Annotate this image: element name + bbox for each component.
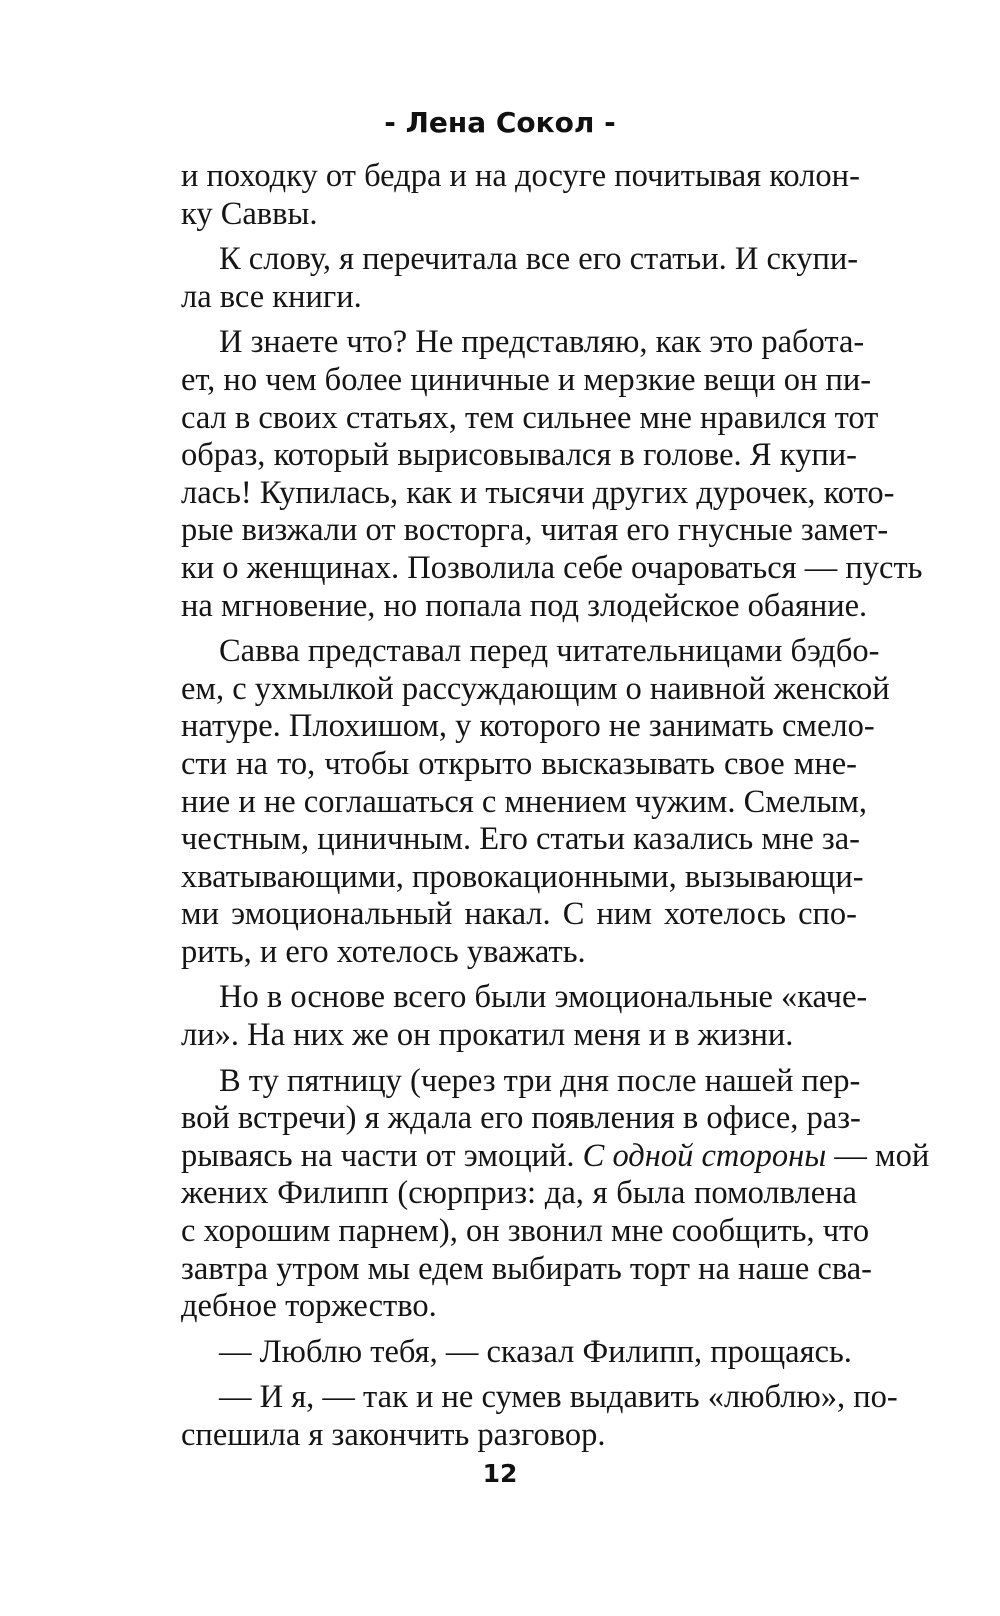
text-line: жених Филипп (сюрприз: да, я была помолвлена: [181, 1175, 857, 1212]
running-header: - Лена Сокол -: [384, 106, 616, 139]
text-line: В ту пятницу (через три дня после нашей пер-: [219, 1062, 861, 1099]
dialogue-line: — Люблю тебя, — сказал Филипп, прощаясь.: [219, 1333, 852, 1370]
text-line: сти на то, чтобы открыто высказывать свое мне-: [181, 745, 857, 782]
text-line: рить, и его хотелось уважать.: [181, 933, 586, 970]
text-line: ла все книги.: [181, 278, 362, 315]
text-line: дебное торжество.: [181, 1288, 437, 1325]
text-line: рые визжали от восторга, читая его гнусные замет-: [181, 512, 889, 549]
text-line: ние и не соглашаться с мнением чужим. Смелым,: [181, 783, 868, 820]
text-line: ми эмоциональный накал. С ним хотелось спо-: [181, 896, 857, 933]
text-line: с хорошим парнем), он звонил мне сообщить, что: [181, 1213, 870, 1250]
text-line: ки о женщинах. Позволила себе очароваться — пусть: [181, 549, 923, 586]
text-line: вой встречи) я ждала его появления в офисе, раз-: [181, 1100, 861, 1137]
text-line: ем, с ухмылкой рассуждающим о наивной женской: [181, 670, 890, 707]
text-line: образ, который вырисовывался в голове. Я купи-: [181, 437, 857, 474]
dialogue-line: — И я, — так и не сумев выдавить «люблю», по-: [219, 1379, 898, 1416]
text-line: ет, но чем более циничные и мерзкие вещи он пи-: [181, 361, 872, 398]
text-line: честным, циничным. Его статьи казались мне за-: [181, 821, 860, 858]
text-line: спешила я закончить разговор.: [181, 1417, 606, 1453]
text-line: натуре. Плохишом, у которого не занимать смело-: [181, 708, 875, 745]
text-line: сал в своих статьях, тем сильнее мне нравился тот: [181, 399, 879, 436]
text-line: завтра утром мы едем выбирать торт на наше сва-: [181, 1250, 872, 1287]
text-line: хватывающими, провокационными, вызывающи-: [181, 858, 864, 895]
text-line: ку Саввы.: [181, 195, 318, 232]
text-line: на мгновение, но попала под злодейское обаяние.: [181, 587, 868, 624]
text-line: Но в основе всего были эмоциональные «каче-: [219, 979, 868, 1016]
text-line: и походку от бедра и на досуге почитывая колон-: [181, 158, 860, 194]
text-line: И знаете что? Не представляю, как это работа-: [219, 324, 865, 361]
text-line: [181, 1137, 930, 1176]
text-segment: — мой: [826, 1137, 930, 1174]
page-number: 12: [482, 1459, 518, 1488]
text-line: лась! Купилась, как и тысячи других дурочек, кото-: [181, 474, 895, 511]
text-line: К слову, я перечитала все его статьи. И скупи-: [219, 241, 859, 278]
text-line: Савва представал перед читательницами бэдбо-: [219, 633, 880, 670]
text-segment: рываясь на части от эмоций.: [181, 1137, 583, 1174]
text-line: ли». На них же он прокатил меня и в жизни.: [181, 1017, 794, 1054]
italic-phrase: С одной стороны: [582, 1137, 827, 1174]
body-text: [181, 158, 930, 1455]
